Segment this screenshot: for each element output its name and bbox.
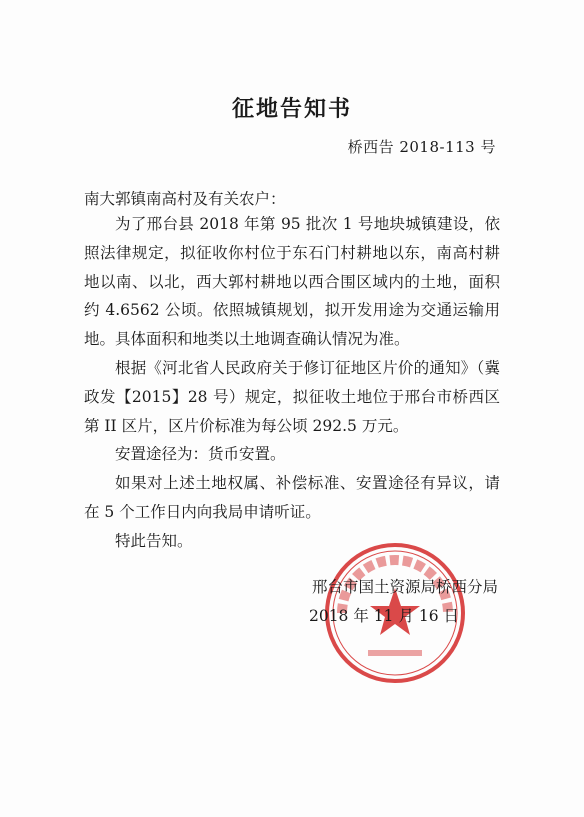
paragraph-purpose: 为了邢台县 2018 年第 95 批次 1 号地块城镇建设，依照法律规定，拟征收你村位于东石门村耕地以东，南高村耕地以南、以北，西大郭村耕地以西合围区域内的土地，面积约 4.6562 公顷。依照城镇规划，拟开发用途为交通运输用地。具体面积和地类以土地调查确认情况为准。 xyxy=(84,215,500,349)
document-number: 桥西告 2018-113 号 xyxy=(347,138,496,156)
issue-date: 2018 年 11 月 16 日 xyxy=(308,607,459,625)
paragraph-closing: 特此告知。 xyxy=(115,531,193,550)
issuer-signature: 邢台市国土资源局桥西分局 xyxy=(311,578,498,596)
paragraph-hearing: 如果对上述土地权属、补偿标准、安置途径有异议，请在 5 个工作日内向我局申请听证。 xyxy=(84,474,500,521)
paragraph-resettlement: 安置途径为：货币安置。 xyxy=(115,445,286,464)
salutation: 南大郭镇南高村及有关农户： xyxy=(84,190,286,208)
document-title: 征地告知书 xyxy=(231,97,352,122)
paragraph-price: 根据《河北省人民政府关于修订征地区片价的通知》（冀政发【2015】28 号）规定，拟征收土地位于邢台市桥西区第 II 区片，区片价标准为每公顷 292.5 万元。 xyxy=(84,358,500,435)
notice-body xyxy=(84,210,500,556)
